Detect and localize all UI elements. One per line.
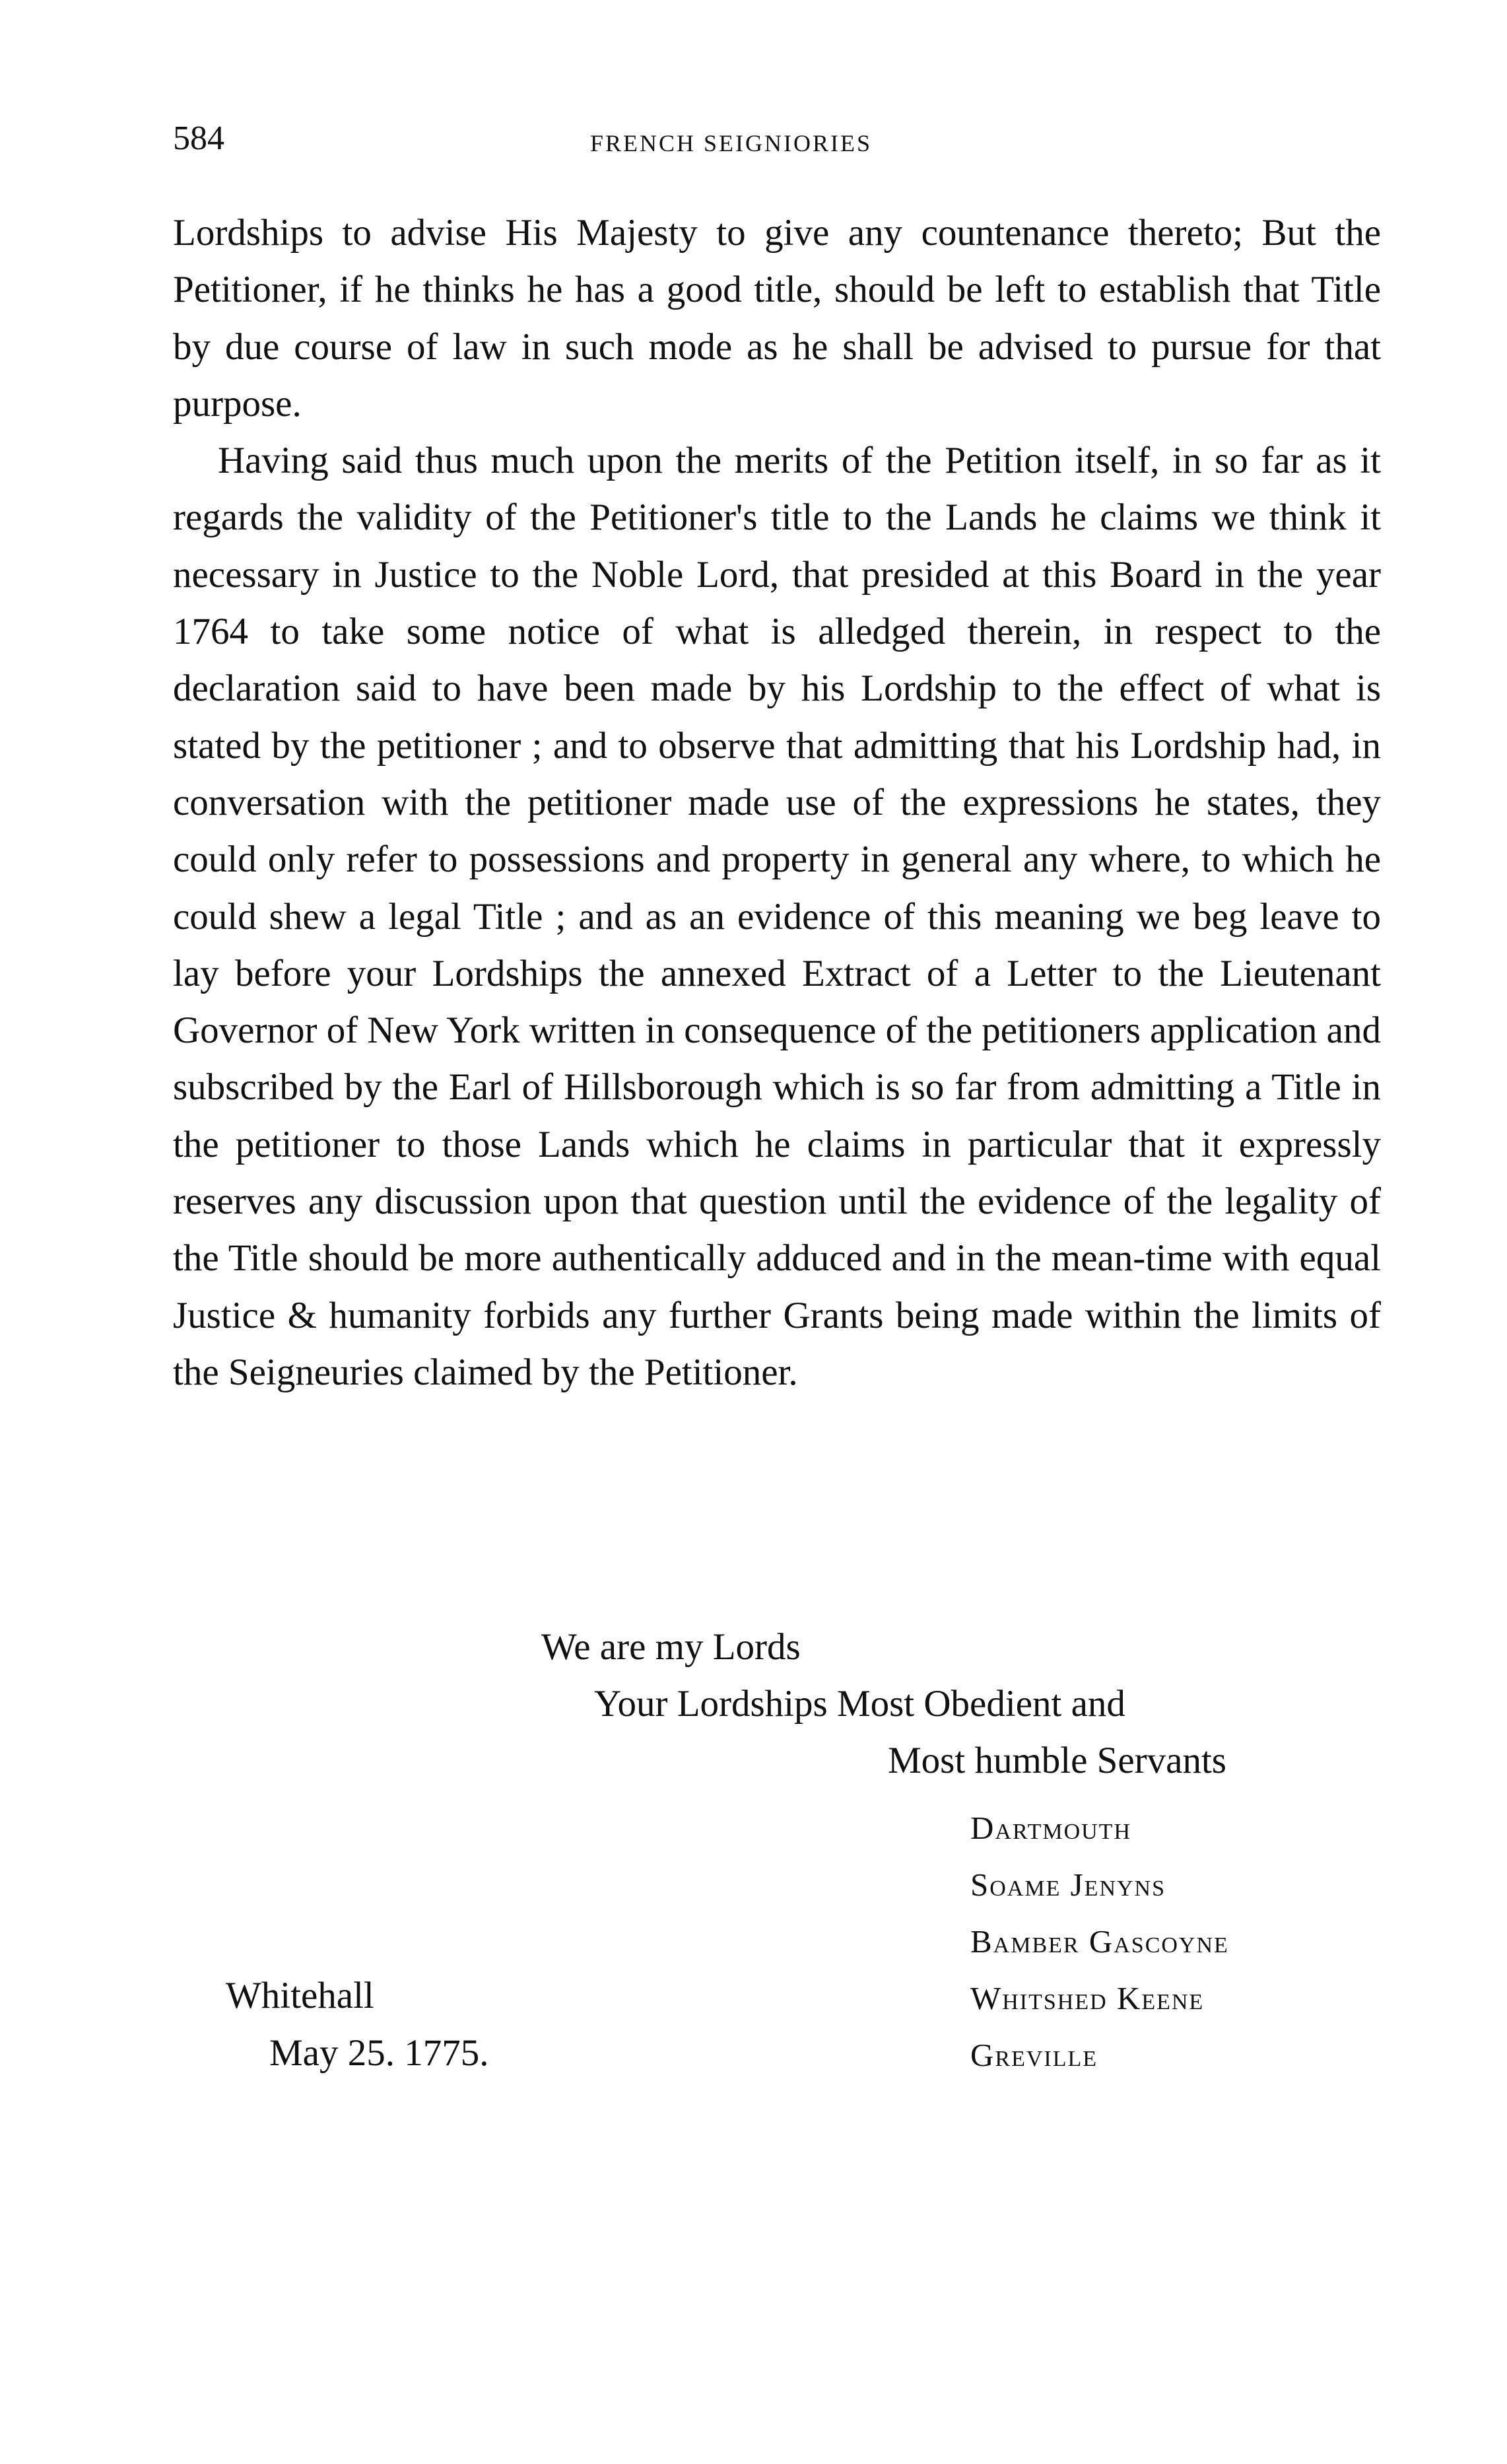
signatory-name: Greville xyxy=(970,2037,1098,2073)
running-head: FRENCH SEIGNIORIES xyxy=(590,130,873,156)
date: May 25. 1775. xyxy=(269,2032,489,2074)
body-text xyxy=(173,205,1381,1401)
place: Whitehall xyxy=(226,1975,374,2016)
signatory-name: Bamber Gascoyne xyxy=(970,1923,1229,1960)
closing-line-3: Most humble Servants xyxy=(888,1740,1226,1781)
signatory-name: Dartmouth xyxy=(970,1810,1132,1846)
signatory-name: Soame Jenyns xyxy=(970,1866,1166,1903)
closing-line-1: We are my Lords xyxy=(541,1626,801,1668)
signatory-name: Whitshed Keene xyxy=(970,1980,1205,2016)
paragraph-1: Lordships to advise His Majesty to give any countenance thereto; But the Petitioner, if he thinks he has a good title, should be left to establish that Title by due course of law in such mode as he shall be advised to pursue for that purpose. xyxy=(173,212,1381,425)
paragraph-2: Having said thus much upon the merits of the Petition itself, in so far as it regards the validity of the Petitioner's title to the Lands he claims we think it necessary in Justice to the Noble Lord, that presided at this Board in the year 1764 to take some notice of what is alledged therein, in respect to the declaration said to have been made by his Lordship to the effect of what is stated by the petitioner ; and to observe that admitting that his Lordship had, in conversation with the petitioner made use of the expressions he states, they could only refer to possessions and property in general any where, to which he could shew a legal Title ; and as an evidence of this meaning we beg leave to lay before your Lordships the annexed Extract of a Letter to the Lieutenant Governor of New York written in consequence of the petitioners application and subscribed by the Earl of Hillsborough which is so far from admitting a Title in the petitioner to those Lands which he claims in particular that it expressly reserves any discussion upon that question until the evidence of the legality of the Title should be more authentically adduced and in the mean-time with equal Justice & humanity forbids any further Grants being made within the limits of the Seigneuries claimed by the Petitioner. xyxy=(173,440,1381,1393)
closing-line-2: Your Lordships Most Obedient and xyxy=(594,1683,1125,1725)
signatories-list xyxy=(970,1809,1229,2093)
page-header xyxy=(173,119,1381,172)
page-number: 584 xyxy=(173,120,224,157)
